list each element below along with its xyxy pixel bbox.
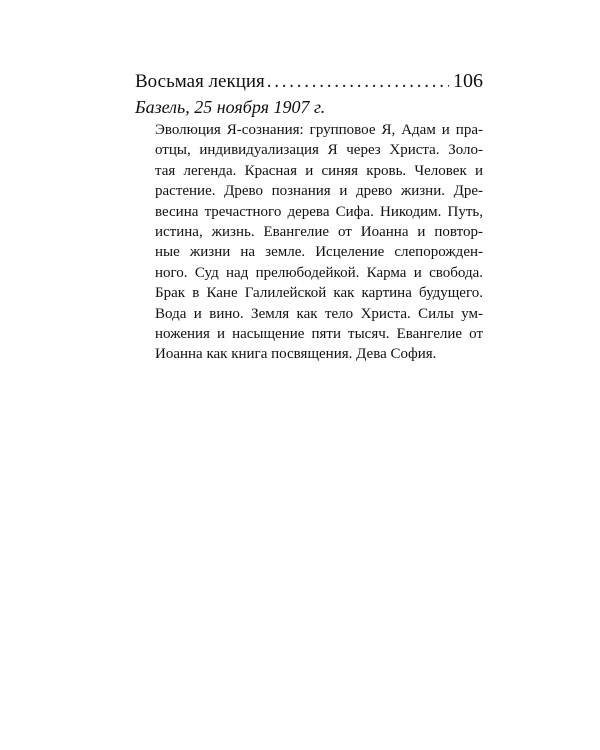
lecture-title: Восьмая лекция <box>135 71 265 92</box>
summary-line: весина тречастного дерева Сифа. Никодим. Путь, <box>155 203 483 220</box>
summary-line: ные жизни на земле. Исцеление слепорожден- <box>155 244 483 261</box>
summary-line: отцы, индивидуализация Я через Христа. Золо- <box>155 142 483 159</box>
summary-line: Эволюция Я-сознания: групповое Я, Адам и пра- <box>155 122 483 138</box>
summary-line: Вода и вино. Земля как тело Христа. Силы ум- <box>155 305 483 322</box>
dot-leader <box>267 71 449 93</box>
page-number: 106 <box>453 70 483 92</box>
summary-line: Иоанна как книга посвящения. Дева София. <box>155 346 437 363</box>
summary-line: ного. Суд над прелюбодейкой. Карма и свобода. <box>155 264 483 281</box>
summary-line: растение. Древо познания и древо жизни. Дре- <box>155 183 483 200</box>
lecture-place-date: Базель, 25 ноября 1907 г. <box>135 97 326 117</box>
summary-line: тая легенда. Красная и синяя кровь. Человек и <box>155 162 483 179</box>
toc-heading-line <box>135 70 483 93</box>
summary-line: ножения и насыщение пяти тысяч. Евангелие от <box>155 326 483 343</box>
toc-entry <box>135 70 483 118</box>
lecture-summary <box>155 120 483 365</box>
summary-line: Брак в Кане Галилейской как картина будущего. <box>155 285 483 302</box>
summary-line: истина, жизнь. Евангелие от Иоанна и повтор- <box>155 224 483 241</box>
